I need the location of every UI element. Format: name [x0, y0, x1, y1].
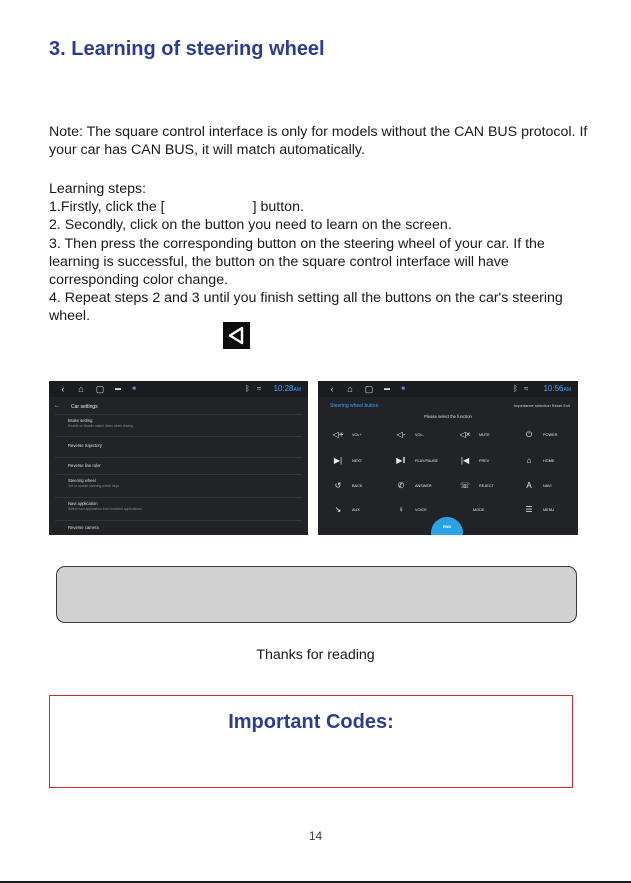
step-1: 1.Firstly, click the [ ] button. — [49, 199, 304, 216]
navi-icon: A — [526, 481, 532, 490]
power-icon: ⏻ — [525, 430, 533, 439]
step-2: 2. Secondly, click on the button you need to learn on the screen. — [49, 217, 452, 234]
btn-prev: |◀ PREV — [460, 456, 490, 465]
clock: 10:28AM — [273, 384, 301, 393]
grey-note-box — [56, 566, 577, 623]
bluetooth-icon: ᛒ — [245, 384, 250, 393]
btn-power: ⏻ POWER — [523, 429, 578, 441]
settings-item-navi: Navi application Select navi application from installed applications — [55, 497, 302, 520]
btn-reject: ☏ REJECT — [459, 481, 494, 490]
back-nav-icon: ‹ — [330, 384, 334, 394]
settings-item-reverse-camera: Reverse camera — [55, 520, 302, 535]
settings-back-icon: ← — [54, 403, 60, 409]
settings-item-ruler: Reverse line ruler — [55, 457, 302, 474]
steps-block — [49, 180, 589, 326]
step-4: 4. Repeat steps 2 and 3 until you finish setting all the buttons on the car's steering wheel. — [49, 290, 563, 325]
thanks-text: Thanks for reading — [256, 647, 375, 663]
bluetooth-icon: ᛒ — [513, 384, 518, 393]
screenshot-icon: ▬ — [115, 386, 121, 392]
end-button: END — [431, 517, 463, 535]
settings-item-steering-wheel: Steering wheel Set or update steering wheel keys — [55, 474, 302, 497]
btn-menu: ☰ MENU — [523, 504, 578, 516]
volume-down-icon: ◁- — [396, 430, 406, 439]
app-icon: ■ — [401, 386, 405, 392]
car-settings-screenshot — [49, 381, 308, 535]
back-triangle-icon — [223, 322, 250, 349]
settings-title: Car settings — [71, 404, 98, 410]
home-nav-icon: ⌂ — [78, 384, 84, 394]
btn-aux: ↘ AUX — [332, 504, 392, 516]
steering-actions: Impedance selection Reset Exit — [513, 403, 570, 408]
btn-vol-down: ◁- VOL- — [396, 430, 424, 439]
btn-mute: ◁× MUTE — [459, 430, 490, 439]
mute-icon: ◁× — [459, 430, 471, 439]
phone-answer-icon: ✆ — [397, 481, 405, 490]
back-nav-icon: ‹ — [61, 384, 65, 394]
settings-item-brake: Brake setting Enable or disable watch video when driving — [55, 414, 302, 436]
steps-title: Learning steps: — [49, 181, 147, 197]
next-icon: ▶| — [333, 456, 343, 465]
important-codes-box — [49, 695, 573, 788]
phone-reject-icon: ☏ — [459, 481, 470, 490]
step-3: 3. Then press the corresponding button on the steering wheel of your car. If the learning is successful, the button on the square control interface will have corresponding color change. — [49, 235, 545, 289]
status-bar — [318, 381, 578, 397]
home-nav-icon: ⌂ — [347, 384, 353, 394]
select-function-prompt: Please select the function — [424, 414, 472, 419]
btn-play-pause: ▶‖ PLAY/PAUSE — [396, 456, 439, 465]
screenshot-icon: ▬ — [384, 386, 390, 392]
page-number: 14 — [308, 829, 323, 843]
settings-item-trajectory: Reverse trajectory — [55, 436, 302, 457]
home-icon: ⌂ — [526, 456, 532, 465]
wifi-icon: ≈ — [257, 384, 262, 393]
btn-voice: ♀ VOICE — [395, 504, 455, 516]
btn-home: ⌂ HOME — [523, 455, 578, 467]
btn-answer: ✆ ANSWER — [395, 480, 455, 492]
clock: 10:56AM — [543, 384, 571, 393]
important-codes-title: Important Codes: — [228, 711, 394, 733]
microphone-icon: ♀ — [398, 505, 404, 514]
wifi-icon: ≈ — [524, 384, 529, 393]
status-bar — [49, 381, 308, 397]
play-pause-icon: ▶‖ — [396, 456, 406, 465]
btn-next: ▶| NEXT — [333, 456, 363, 465]
btn-vol-up: ◁+ VOL+ — [332, 430, 362, 439]
btn-mode: MODE — [473, 508, 485, 512]
steering-wheel-screenshot — [318, 381, 578, 535]
menu-icon: ☰ — [525, 505, 533, 514]
note-paragraph: Note: The square control interface is only for models without the CAN BUS protocol. If your car has CAN BUS, it will match automatically. — [49, 124, 588, 159]
volume-up-icon: ◁+ — [332, 430, 344, 439]
aux-icon: ↘ — [334, 505, 342, 514]
app-icon: ■ — [132, 386, 136, 392]
steering-title: Steering wheel button — [330, 403, 379, 409]
btn-navi: A NAVI — [523, 480, 578, 492]
btn-back: ↺ BACK — [332, 480, 392, 492]
recents-nav-icon: ▢ — [95, 384, 105, 394]
prev-icon: |◀ — [460, 456, 470, 465]
recents-nav-icon: ▢ — [364, 384, 374, 394]
section-heading: 3. Learning of steering wheel — [49, 38, 325, 60]
back-icon: ↺ — [334, 481, 342, 490]
